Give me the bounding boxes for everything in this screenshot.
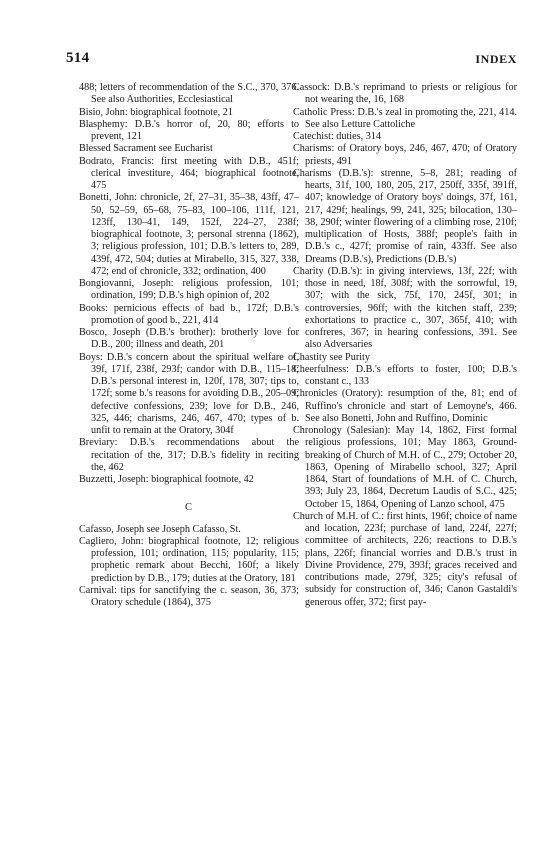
index-entry: Blessed Sacrament see Eucharist [79, 143, 213, 155]
entries-c-continued [293, 82, 517, 609]
index-entry: Cheerfulness: D.B.'s efforts to foster, 100; D.B.'s constant c., 133 [293, 363, 517, 387]
index-column-left [79, 82, 299, 609]
entries-c [79, 524, 299, 610]
index-entry: Bonetti, John: chronicle, 2f, 27–31, 35–38, 43ff, 47–50, 52–59, 65–68, 75–83, 100–106, 111f, 121, 123ff, 130–41, 149, 152f, 224–27, 238f; biographical footnote, 3; personal strenna (1862), 3; religious profession, 101; D.B.'s letters to, 289, 439f, 472, 504; duties at Mirabello, 315, 327, 338, 472; end of chronicle, 332; ordination, 400 [79, 192, 299, 277]
index-entry: Church of M.H. of C.: first hints, 196f; choice of name and location, 223f; purchase of land, 224f, 227f; committee of architects, 226; reactions to D.B.'s plans, 226f; financial worries and D.B.'s trust in Divine Providence, 279, 393f; graces received and contributions made, 279f, 325; city's refusal of subsidy for construction of, 346; Canon Gastaldi's generous offer, 372; first pay- [293, 510, 517, 608]
index-entry: Charity (D.B.'s): in giving interviews, 13f, 22f; with those in need, 18f, 308f; with the sorrowful, 19, 307; with the sick, 75f, 170, 245f, 301; in controversies, 96ff; with the kitchen staff, 239; exhortations to practice c., 307, 365f, 410; with confreres, 367; in hearing confessions, 391. See also Adversaries [293, 265, 517, 351]
index-entry: Boys: D.B.'s concern about the spiritual welfare of, 39f, 171f, 238f, 293f; candor with D.B., 115–18; D.B.'s personal interest in, 120f, 178, 307; tips to, 172f; some b.'s reasons for avoiding D.B., 205–09; defective confessions, 239; love for D.B., 246, 325, 446; charisms, 246, 467, 470; types of b. unfit to remain at the Oratory, 304f [79, 351, 299, 436]
index-entry: 488; letters of recommendation of the S.C., 370, 376. See also Authorities, Ecclesiastical [79, 82, 299, 106]
running-head: INDEX [475, 52, 517, 66]
index-column-right [293, 82, 517, 609]
index-entry: Buzzetti, Joseph: biographical footnote, 42 [79, 474, 254, 485]
index-entry: Catholic Press: D.B.'s zeal in promoting the, 221, 414. See also Letture Cattoliche [293, 106, 517, 130]
section-letter-c: C [184, 502, 193, 514]
index-entry: Charisms: of Oratory boys, 246, 467, 470; of Oratory priests, 491 [293, 143, 517, 167]
index-entry: Bosco, Joseph (D.B.'s brother): brotherly love for D.B., 200; illness and death, 201 [79, 327, 299, 351]
index-entry: Blasphemy: D.B.'s horror of, 20, 80; efforts to prevent, 121 [79, 118, 299, 142]
index-entry: Bodrato, Francis: first meeting with D.B., 451f; clerical investiture, 464; biographical footnote, 475 [79, 155, 299, 191]
index-entry: Chastity see Purity [293, 351, 370, 363]
index-entry: Breviary: D.B.'s recommendations about the recitation of the, 317; D.B.'s fidelity in reciting the, 462 [79, 437, 299, 473]
index-entry: Chronology (Salesian): May 14, 1862, First formal religious professions, 101; May 1863, Ground-breaking of Church of M.H. of C., 279; October 20, 1863, Opening of Mirabello school, 327; April 1864, Start of foundations of M.H. of C. Church, 393; July 23, 1864, Decretum Laudis of S.C., 425; October 15, 1864, Opening of Lanzo school, 475 [293, 425, 517, 510]
index-entry: Chronicles (Oratory): resumption of the, 81; end of Ruffino's chronicle and start of Lemoyne's, 466. See also Bonetti, John and Ruffino, Dominic [293, 388, 517, 424]
index-entry: Cassock: D.B.'s reprimand to priests or religious for not wearing the, 16, 168 [293, 82, 517, 106]
index-entry: Cafasso, Joseph see Joseph Cafasso, St. [79, 523, 241, 535]
entries-before-c [79, 82, 299, 486]
page-header [66, 50, 517, 72]
index-entry: Carnival: tips for sanctifying the c. season, 36, 373; Oratory schedule (1864), 375 [79, 584, 299, 608]
index-entry: Bongiovanni, Joseph: religious profession, 101; ordination, 199; D.B.'s high opinion of, 202 [79, 278, 299, 302]
page-number: 514 [66, 50, 90, 66]
index-entry: Books: pernicious effects of bad b., 172f; D.B.'s promotion of good b., 221, 414 [79, 302, 299, 326]
index-entry: Cagliero, John: biographical footnote, 12; religious profession, 101; ordination, 115; popularity, 115; prophetic remark about Becchi, 160f; a likely prediction by D.B., 179; duties at the Oratory, 181 [79, 535, 299, 584]
index-entry: Charisms (D.B.'s): strenne, 5–8, 281; reading of hearts, 31f, 100, 180, 205, 217, 250ff, 335f, 391ff, 407; knowledge of Oratory boys' doings, 37f, 161, 217, 429f; healings, 99, 241, 325; bilocation, 130–38, 290f; winter flowering of a climbing rose, 210f; multiplication of Hosts, 388f; people's faith in D.B.'s c., 427f; promise of rain, 433ff. See also Dreams (D.B.'s), Predictions (D.B.'s) [293, 167, 517, 265]
index-entry: Catechist: duties, 314 [293, 131, 381, 142]
index-entry: Bisio, John: biographical footnote, 21 [79, 106, 233, 118]
